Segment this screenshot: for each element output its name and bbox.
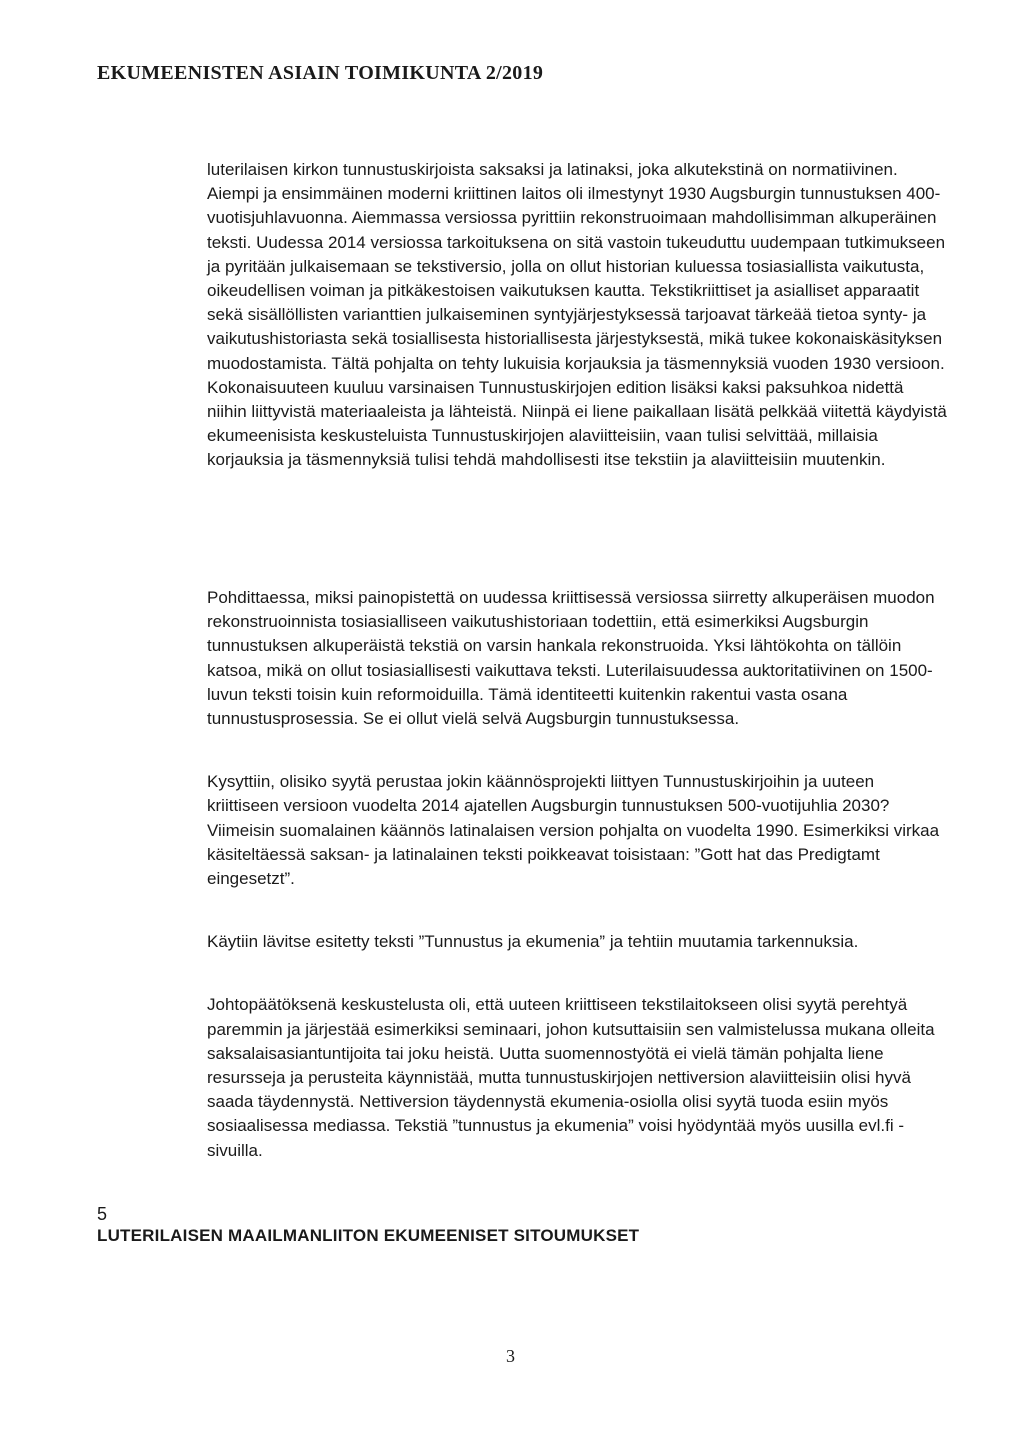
paragraph-critical-edition: luterilaisen kirkon tunnustuskirjoista saksaksi ja latinaksi, joka alkutekstinä on normatiivinen. Aiempi ja ensimmäinen moderni kriittinen laitos oli ilmestynyt 1930 Augsburgin tunnustuksen 400-vuotisjuhlavuonna. Aiemmassa versiossa pyrittiin rekonstruoimaan mahdollisimman alkuperäinen teksti. Uudessa 2014 versiossa tarkoituksena on sitä vastoin tukeuduttu uudempaan tutkimukseen ja pyritään julkaisemaan se tekstiversio, jolla on ollut historian kuluessa tosiasiallista vaikutusta, oikeudellisen voiman ja pitkäkestoisen vaikutuksen kautta. Tekstikriittiset ja asialliset apparaatit sekä sisällöllisten varianttien julkaiseminen syntyjärjestyksessä tarjoavat tärkeää tietoa synty- ja vaikutushistoriasta sekä tosiallisesta historiallisesta järjestyksestä, mikä tukee kokonaiskäsityksen muodostamista. Tältä pohjalta on tehty lukuisia korjauksia ja täsmennyksiä vuoden 1930 versioon. Kokonaisuuteen kuuluu varsinaisen Tunnustuskirjojen edition lisäksi kaksi paksuhkoa nidettä niihin liittyvistä materiaaleista ja lähteistä. Niinpä ei liene paikallaan lisätä pelkkää viitettä käydyistä ekumeenisista keskusteluista Tunnustuskirjojen alaviitteisiin, vaan tulisi selvittää, millaisia korjauksia ja täsmennyksiä tulisi tehdä mahdollisesti itse tekstiin ja alaviitteisiin muutenkin.	[207, 160, 947, 470]
paragraph-reconstruction: Pohdittaessa, miksi painopistettä on uudessa kriittisessä versiossa siirretty alkuperäisen muodon rekonstruoinnista tosiasialliseen vaikutushistoriaan todettiin, että esimerkiksi Augsburgin tunnustuksen alkuperäistä tekstiä on varsin hankala rekonstruoida. Yksi lähtökohta on tällöin katsoa, mikä on ollut tosiasiallisesti vaikuttava teksti. Luterilaisuudessa auktoritatiivinen on 1500-luvun teksti toisin kuin reformoiduilla. Tämä identiteetti kuitenkin rakentui vasta osana tunnustusprosessia. Se ei ollut vielä selvä Augsburgin tunnustuksessa.	[207, 588, 935, 729]
paragraph-conclusion: Johtopäätöksenä keskustelusta oli, että uuteen kriittiseen tekstilaitokseen olisi syytä perehtyä paremmin ja järjestää esimerkiksi seminaari, johon kutsuttaisiin sen valmistelussa mukana olleita saksalaisasiantuntijoita tai joku heistä. Uutta suomennostyötä ei vielä tämän pohjalta liene resursseja ja perusteita käynnistää, mutta tunnustuskirjojen nettiversion alaviitteisiin olisi hyvä saada täydennystä. Nettiversion täydennystä ekumenia-osiolla olisi syytä tuoda esiin myös sosiaalisessa mediassa. Tekstiä ”tunnustus ja ekumenia” voisi hyödyntää myös uusilla evl.fi -sivuilla.	[207, 995, 935, 1160]
paragraph-text-review: Käytiin lävitse esitetty teksti ”Tunnustus ja ekumenia” ja tehtiin muutamia tarkennuksia.	[207, 932, 859, 952]
section-heading: LUTERILAISEN MAAILMANLIITON EKUMEENISET SITOUMUKSET	[97, 1226, 640, 1245]
page-number: 3	[506, 1346, 515, 1366]
section-number: 5	[97, 1204, 108, 1224]
document-body	[207, 158, 947, 1163]
document-header: EKUMEENISTEN ASIAIN TOIMIKUNTA 2/2019	[97, 62, 544, 84]
paragraph-translation-project: Kysyttiin, olisiko syytä perustaa jokin käännösprojekti liittyen Tunnustuskirjoihin ja uuteen kriittiseen versioon vuodelta 2014 ajatellen Augsburgin tunnustuksen 500-vuotijuhlia 2030? Viimeisin suomalainen käännös latinalaisen version pohjalta on vuodelta 1990. Esimerkiksi virkaa käsiteltäessä saksan- ja latinalainen teksti poikkeavat toisistaan: ”Gott hat das Predigtamt eingesetzt”.	[207, 772, 940, 889]
